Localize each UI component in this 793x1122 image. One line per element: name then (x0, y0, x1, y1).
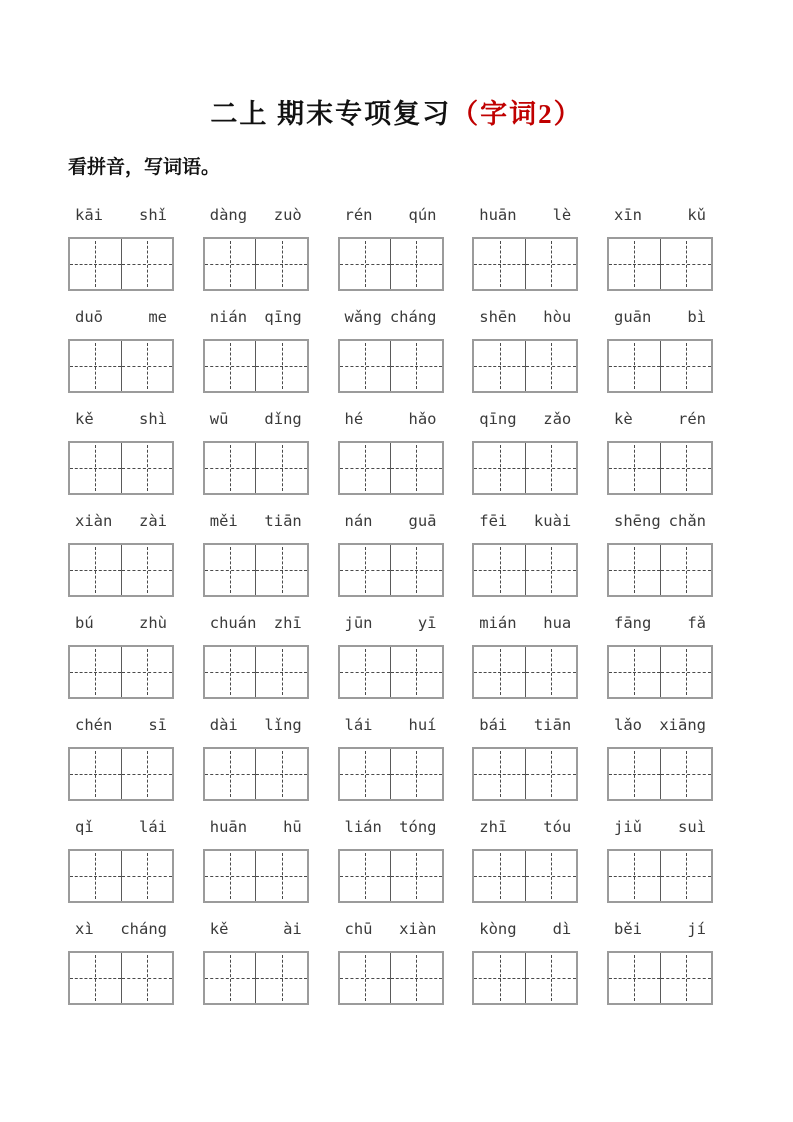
pinyin-syllable: dài (209, 716, 238, 734)
pinyin-label (75, 611, 167, 635)
writing-grid (607, 645, 713, 699)
writing-cell (340, 239, 391, 289)
word-row (68, 713, 713, 801)
word-column (338, 713, 444, 801)
pinyin-syllable: zhù (139, 614, 167, 632)
word-column (203, 713, 309, 801)
word-row (68, 305, 713, 393)
writing-cell (255, 749, 307, 799)
pinyin-syllable: kuài (533, 512, 572, 530)
writing-cell (70, 341, 121, 391)
writing-grid (338, 645, 444, 699)
writing-cell (255, 851, 307, 901)
writing-cell (390, 341, 442, 391)
pinyin-label (345, 611, 437, 635)
page-title-highlight: （字词2） (451, 99, 583, 129)
word-column (68, 611, 174, 699)
pinyin-label (614, 713, 706, 737)
writing-cell (660, 443, 712, 493)
writing-cell (70, 239, 121, 289)
word-column (472, 305, 578, 393)
writing-cell (70, 647, 121, 697)
writing-cell (474, 953, 525, 1003)
pinyin-label (210, 917, 302, 941)
pinyin-syllable: fāng (614, 614, 652, 632)
pinyin-syllable: cháng (120, 920, 167, 938)
writing-grid (338, 543, 444, 597)
pinyin-syllable: xīn (614, 206, 642, 224)
word-row (68, 509, 713, 597)
writing-cell (525, 749, 577, 799)
word-column (203, 407, 309, 495)
writing-cell (660, 851, 712, 901)
pinyin-syllable: guān (614, 308, 652, 326)
pinyin-syllable: kě (75, 410, 94, 428)
pinyin-label (345, 203, 437, 227)
writing-cell (70, 443, 121, 493)
writing-cell (609, 239, 660, 289)
pinyin-syllable: xiàn (399, 920, 437, 938)
writing-cell (121, 239, 173, 289)
writing-cell (390, 953, 442, 1003)
word-column (607, 815, 713, 903)
writing-cell (70, 749, 121, 799)
word-column (203, 611, 309, 699)
pinyin-syllable: dì (552, 920, 572, 938)
writing-cell (205, 443, 256, 493)
writing-cell (474, 749, 525, 799)
writing-grid (203, 951, 309, 1005)
pinyin-syllable: chuán (209, 614, 257, 632)
pinyin-label (479, 917, 571, 941)
pinyin-syllable: zǎo (543, 410, 572, 428)
word-column (68, 713, 174, 801)
writing-cell (609, 545, 660, 595)
pinyin-syllable: me (148, 308, 167, 326)
writing-cell (660, 647, 712, 697)
pinyin-label (345, 713, 437, 737)
writing-grid (472, 441, 578, 495)
pinyin-syllable: kāi (75, 206, 103, 224)
pinyin-syllable: jiǔ (614, 818, 642, 836)
word-column (338, 203, 444, 291)
writing-cell (255, 341, 307, 391)
pinyin-label (345, 407, 437, 431)
writing-cell (205, 749, 256, 799)
writing-cell (474, 851, 525, 901)
pinyin-syllable: jūn (344, 614, 373, 632)
writing-cell (255, 545, 307, 595)
pinyin-syllable: lǐng (264, 716, 302, 734)
writing-cell (340, 545, 391, 595)
pinyin-syllable: xì (75, 920, 94, 938)
writing-cell (255, 239, 307, 289)
writing-cell (390, 443, 442, 493)
pinyin-syllable: cháng (389, 308, 437, 326)
pinyin-syllable: ài (283, 920, 302, 938)
word-column (607, 407, 713, 495)
writing-grid (607, 339, 713, 393)
writing-cell (205, 851, 256, 901)
word-row (68, 203, 713, 291)
pinyin-syllable: qīng (264, 308, 302, 326)
pinyin-syllable: fēi (479, 512, 508, 530)
word-column (338, 305, 444, 393)
writing-cell (121, 953, 173, 1003)
pinyin-syllable: hua (543, 614, 572, 632)
pinyin-syllable: huān (209, 818, 248, 836)
word-column (472, 509, 578, 597)
pinyin-label (210, 203, 302, 227)
pinyin-label (345, 509, 437, 533)
pinyin-label (614, 203, 706, 227)
pinyin-syllable: rén (344, 206, 373, 224)
writing-cell (525, 953, 577, 1003)
pinyin-syllable: guā (408, 512, 437, 530)
pinyin-label (210, 305, 302, 329)
pinyin-syllable: tóng (399, 818, 437, 836)
writing-cell (340, 647, 391, 697)
writing-cell (609, 953, 660, 1003)
pinyin-syllable: jí (687, 920, 706, 938)
pinyin-syllable: tiān (264, 512, 302, 530)
pinyin-syllable: wǎng (344, 308, 382, 326)
writing-cell (121, 749, 173, 799)
exercise-instruction: 看拼音，写词语。 (68, 157, 221, 178)
writing-cell (660, 749, 712, 799)
pinyin-label (479, 203, 571, 227)
pinyin-syllable: qún (408, 206, 437, 224)
page-title (0, 0, 793, 131)
writing-cell (525, 851, 577, 901)
pinyin-syllable: kòng (479, 920, 517, 938)
writing-cell (205, 545, 256, 595)
pinyin-syllable: shì (139, 410, 167, 428)
word-column (607, 713, 713, 801)
writing-cell (390, 851, 442, 901)
writing-cell (525, 647, 577, 697)
pinyin-label (75, 203, 167, 227)
pinyin-label (210, 611, 302, 635)
writing-grid (68, 747, 174, 801)
pinyin-syllable: chén (75, 716, 113, 734)
pinyin-label (345, 917, 437, 941)
pinyin-label (210, 407, 302, 431)
pinyin-syllable: shǐ (139, 206, 167, 224)
pinyin-syllable: zhī (479, 818, 508, 836)
writing-cell (205, 953, 256, 1003)
word-row (68, 917, 713, 1005)
writing-cell (70, 545, 121, 595)
writing-cell (660, 341, 712, 391)
pinyin-syllable: chū (344, 920, 373, 938)
writing-cell (205, 647, 256, 697)
writing-grid (203, 543, 309, 597)
pinyin-syllable: sī (148, 716, 167, 734)
word-column (607, 305, 713, 393)
pinyin-syllable: měi (209, 512, 238, 530)
writing-cell (340, 851, 391, 901)
writing-cell (340, 749, 391, 799)
writing-cell (340, 443, 391, 493)
writing-grid (68, 339, 174, 393)
word-column (607, 917, 713, 1005)
pinyin-syllable: zài (139, 512, 167, 530)
word-column (338, 917, 444, 1005)
writing-grid (68, 237, 174, 291)
writing-cell (70, 953, 121, 1003)
pinyin-syllable: hū (283, 818, 302, 836)
writing-grid (472, 543, 578, 597)
writing-grid (472, 747, 578, 801)
pinyin-label (614, 509, 706, 533)
word-column (203, 305, 309, 393)
pinyin-syllable: qīng (479, 410, 517, 428)
writing-grid (607, 849, 713, 903)
writing-cell (609, 341, 660, 391)
pinyin-syllable: bú (75, 614, 94, 632)
word-column (338, 509, 444, 597)
pinyin-syllable: qǐ (75, 818, 94, 836)
word-row (68, 407, 713, 495)
pinyin-syllable: huān (479, 206, 517, 224)
writing-cell (660, 953, 712, 1003)
pinyin-label (75, 917, 167, 941)
pinyin-syllable: zhī (273, 614, 302, 632)
worksheet-rows (0, 203, 793, 1005)
pinyin-syllable: běi (614, 920, 642, 938)
writing-grid (68, 951, 174, 1005)
pinyin-syllable: duō (75, 308, 103, 326)
writing-cell (121, 443, 173, 493)
pinyin-syllable: kě (209, 920, 229, 938)
pinyin-label (75, 815, 167, 839)
pinyin-syllable: shēn (479, 308, 517, 326)
writing-grid (472, 849, 578, 903)
writing-cell (255, 647, 307, 697)
writing-cell (474, 341, 525, 391)
word-column (203, 917, 309, 1005)
writing-cell (205, 239, 256, 289)
pinyin-syllable: lǎo (614, 716, 642, 734)
writing-cell (609, 851, 660, 901)
writing-grid (68, 543, 174, 597)
writing-grid (472, 951, 578, 1005)
word-column (68, 407, 174, 495)
pinyin-syllable: lè (552, 206, 572, 224)
writing-cell (390, 239, 442, 289)
writing-cell (474, 239, 525, 289)
pinyin-syllable: dàng (209, 206, 248, 224)
writing-grid (338, 849, 444, 903)
pinyin-label (75, 509, 167, 533)
pinyin-syllable: zuò (273, 206, 302, 224)
writing-cell (660, 545, 712, 595)
pinyin-syllable: lái (344, 716, 373, 734)
pinyin-syllable: huí (408, 716, 437, 734)
word-column (607, 509, 713, 597)
writing-cell (390, 749, 442, 799)
pinyin-label (345, 815, 437, 839)
writing-cell (525, 239, 577, 289)
word-column (472, 713, 578, 801)
pinyin-syllable: lián (344, 818, 382, 836)
word-column (203, 509, 309, 597)
word-column (68, 815, 174, 903)
word-column (338, 407, 444, 495)
pinyin-label (75, 407, 167, 431)
writing-cell (390, 545, 442, 595)
writing-cell (609, 647, 660, 697)
writing-cell (390, 647, 442, 697)
pinyin-syllable: tiān (533, 716, 572, 734)
word-column (607, 203, 713, 291)
pinyin-label (479, 407, 571, 431)
word-column (68, 203, 174, 291)
writing-cell (205, 341, 256, 391)
writing-grid (203, 747, 309, 801)
pinyin-syllable: mián (479, 614, 517, 632)
writing-grid (338, 339, 444, 393)
pinyin-label (614, 611, 706, 635)
pinyin-label (210, 509, 302, 533)
writing-cell (340, 953, 391, 1003)
writing-grid (472, 645, 578, 699)
writing-grid (68, 849, 174, 903)
pinyin-syllable: hé (344, 410, 364, 428)
pinyin-syllable: bì (687, 308, 706, 326)
writing-grid (203, 237, 309, 291)
pinyin-syllable: lái (139, 818, 167, 836)
pinyin-syllable: wū (209, 410, 229, 428)
writing-cell (121, 647, 173, 697)
writing-grid (203, 339, 309, 393)
writing-cell (121, 341, 173, 391)
pinyin-syllable: bái (479, 716, 508, 734)
pinyin-syllable: kǔ (687, 206, 706, 224)
writing-grid (338, 237, 444, 291)
pinyin-label (345, 305, 437, 329)
writing-grid (472, 237, 578, 291)
pinyin-syllable: nán (344, 512, 373, 530)
pinyin-label (75, 713, 167, 737)
pinyin-syllable: tóu (543, 818, 572, 836)
writing-cell (121, 851, 173, 901)
writing-grid (68, 441, 174, 495)
pinyin-syllable: chǎn (668, 512, 706, 530)
pinyin-label (614, 407, 706, 431)
writing-grid (607, 237, 713, 291)
pinyin-label (479, 713, 571, 737)
word-column (472, 611, 578, 699)
writing-cell (255, 953, 307, 1003)
pinyin-syllable: yī (417, 614, 437, 632)
writing-cell (474, 443, 525, 493)
writing-cell (525, 545, 577, 595)
pinyin-label (614, 305, 706, 329)
writing-cell (660, 239, 712, 289)
pinyin-syllable: nián (209, 308, 248, 326)
writing-cell (609, 749, 660, 799)
writing-grid (203, 849, 309, 903)
word-column (472, 815, 578, 903)
pinyin-syllable: xiàn (75, 512, 113, 530)
word-row (68, 611, 713, 699)
word-column (68, 917, 174, 1005)
writing-grid (338, 747, 444, 801)
writing-cell (340, 341, 391, 391)
word-column (203, 815, 309, 903)
writing-grid (338, 441, 444, 495)
writing-grid (607, 951, 713, 1005)
pinyin-syllable: shēng (614, 512, 661, 530)
word-column (338, 611, 444, 699)
pinyin-label (75, 305, 167, 329)
writing-cell (474, 647, 525, 697)
pinyin-syllable: rén (678, 410, 706, 428)
pinyin-label (614, 815, 706, 839)
pinyin-syllable: fǎ (687, 614, 706, 632)
pinyin-label (479, 305, 571, 329)
pinyin-label (614, 917, 706, 941)
pinyin-label (479, 611, 571, 635)
pinyin-syllable: kè (614, 410, 633, 428)
writing-grid (203, 441, 309, 495)
writing-grid (203, 645, 309, 699)
writing-cell (70, 851, 121, 901)
word-row (68, 815, 713, 903)
pinyin-syllable: dǐng (264, 410, 302, 428)
pinyin-label (479, 509, 571, 533)
writing-grid (607, 747, 713, 801)
pinyin-syllable: xiāng (659, 716, 706, 734)
word-column (338, 815, 444, 903)
word-column (472, 917, 578, 1005)
writing-cell (474, 545, 525, 595)
writing-grid (607, 543, 713, 597)
word-column (607, 611, 713, 699)
writing-cell (525, 341, 577, 391)
pinyin-label (210, 713, 302, 737)
word-column (68, 509, 174, 597)
pinyin-label (479, 815, 571, 839)
pinyin-label (210, 815, 302, 839)
writing-grid (472, 339, 578, 393)
pinyin-syllable: suì (678, 818, 706, 836)
pinyin-syllable: hòu (543, 308, 572, 326)
writing-cell (121, 545, 173, 595)
page-title-main: 二上 期末专项复习 (210, 99, 452, 129)
pinyin-syllable: hǎo (408, 410, 437, 428)
word-column (472, 203, 578, 291)
writing-grid (607, 441, 713, 495)
word-column (472, 407, 578, 495)
writing-grid (68, 645, 174, 699)
word-column (68, 305, 174, 393)
word-column (203, 203, 309, 291)
writing-cell (609, 443, 660, 493)
writing-cell (525, 443, 577, 493)
writing-cell (255, 443, 307, 493)
writing-grid (338, 951, 444, 1005)
